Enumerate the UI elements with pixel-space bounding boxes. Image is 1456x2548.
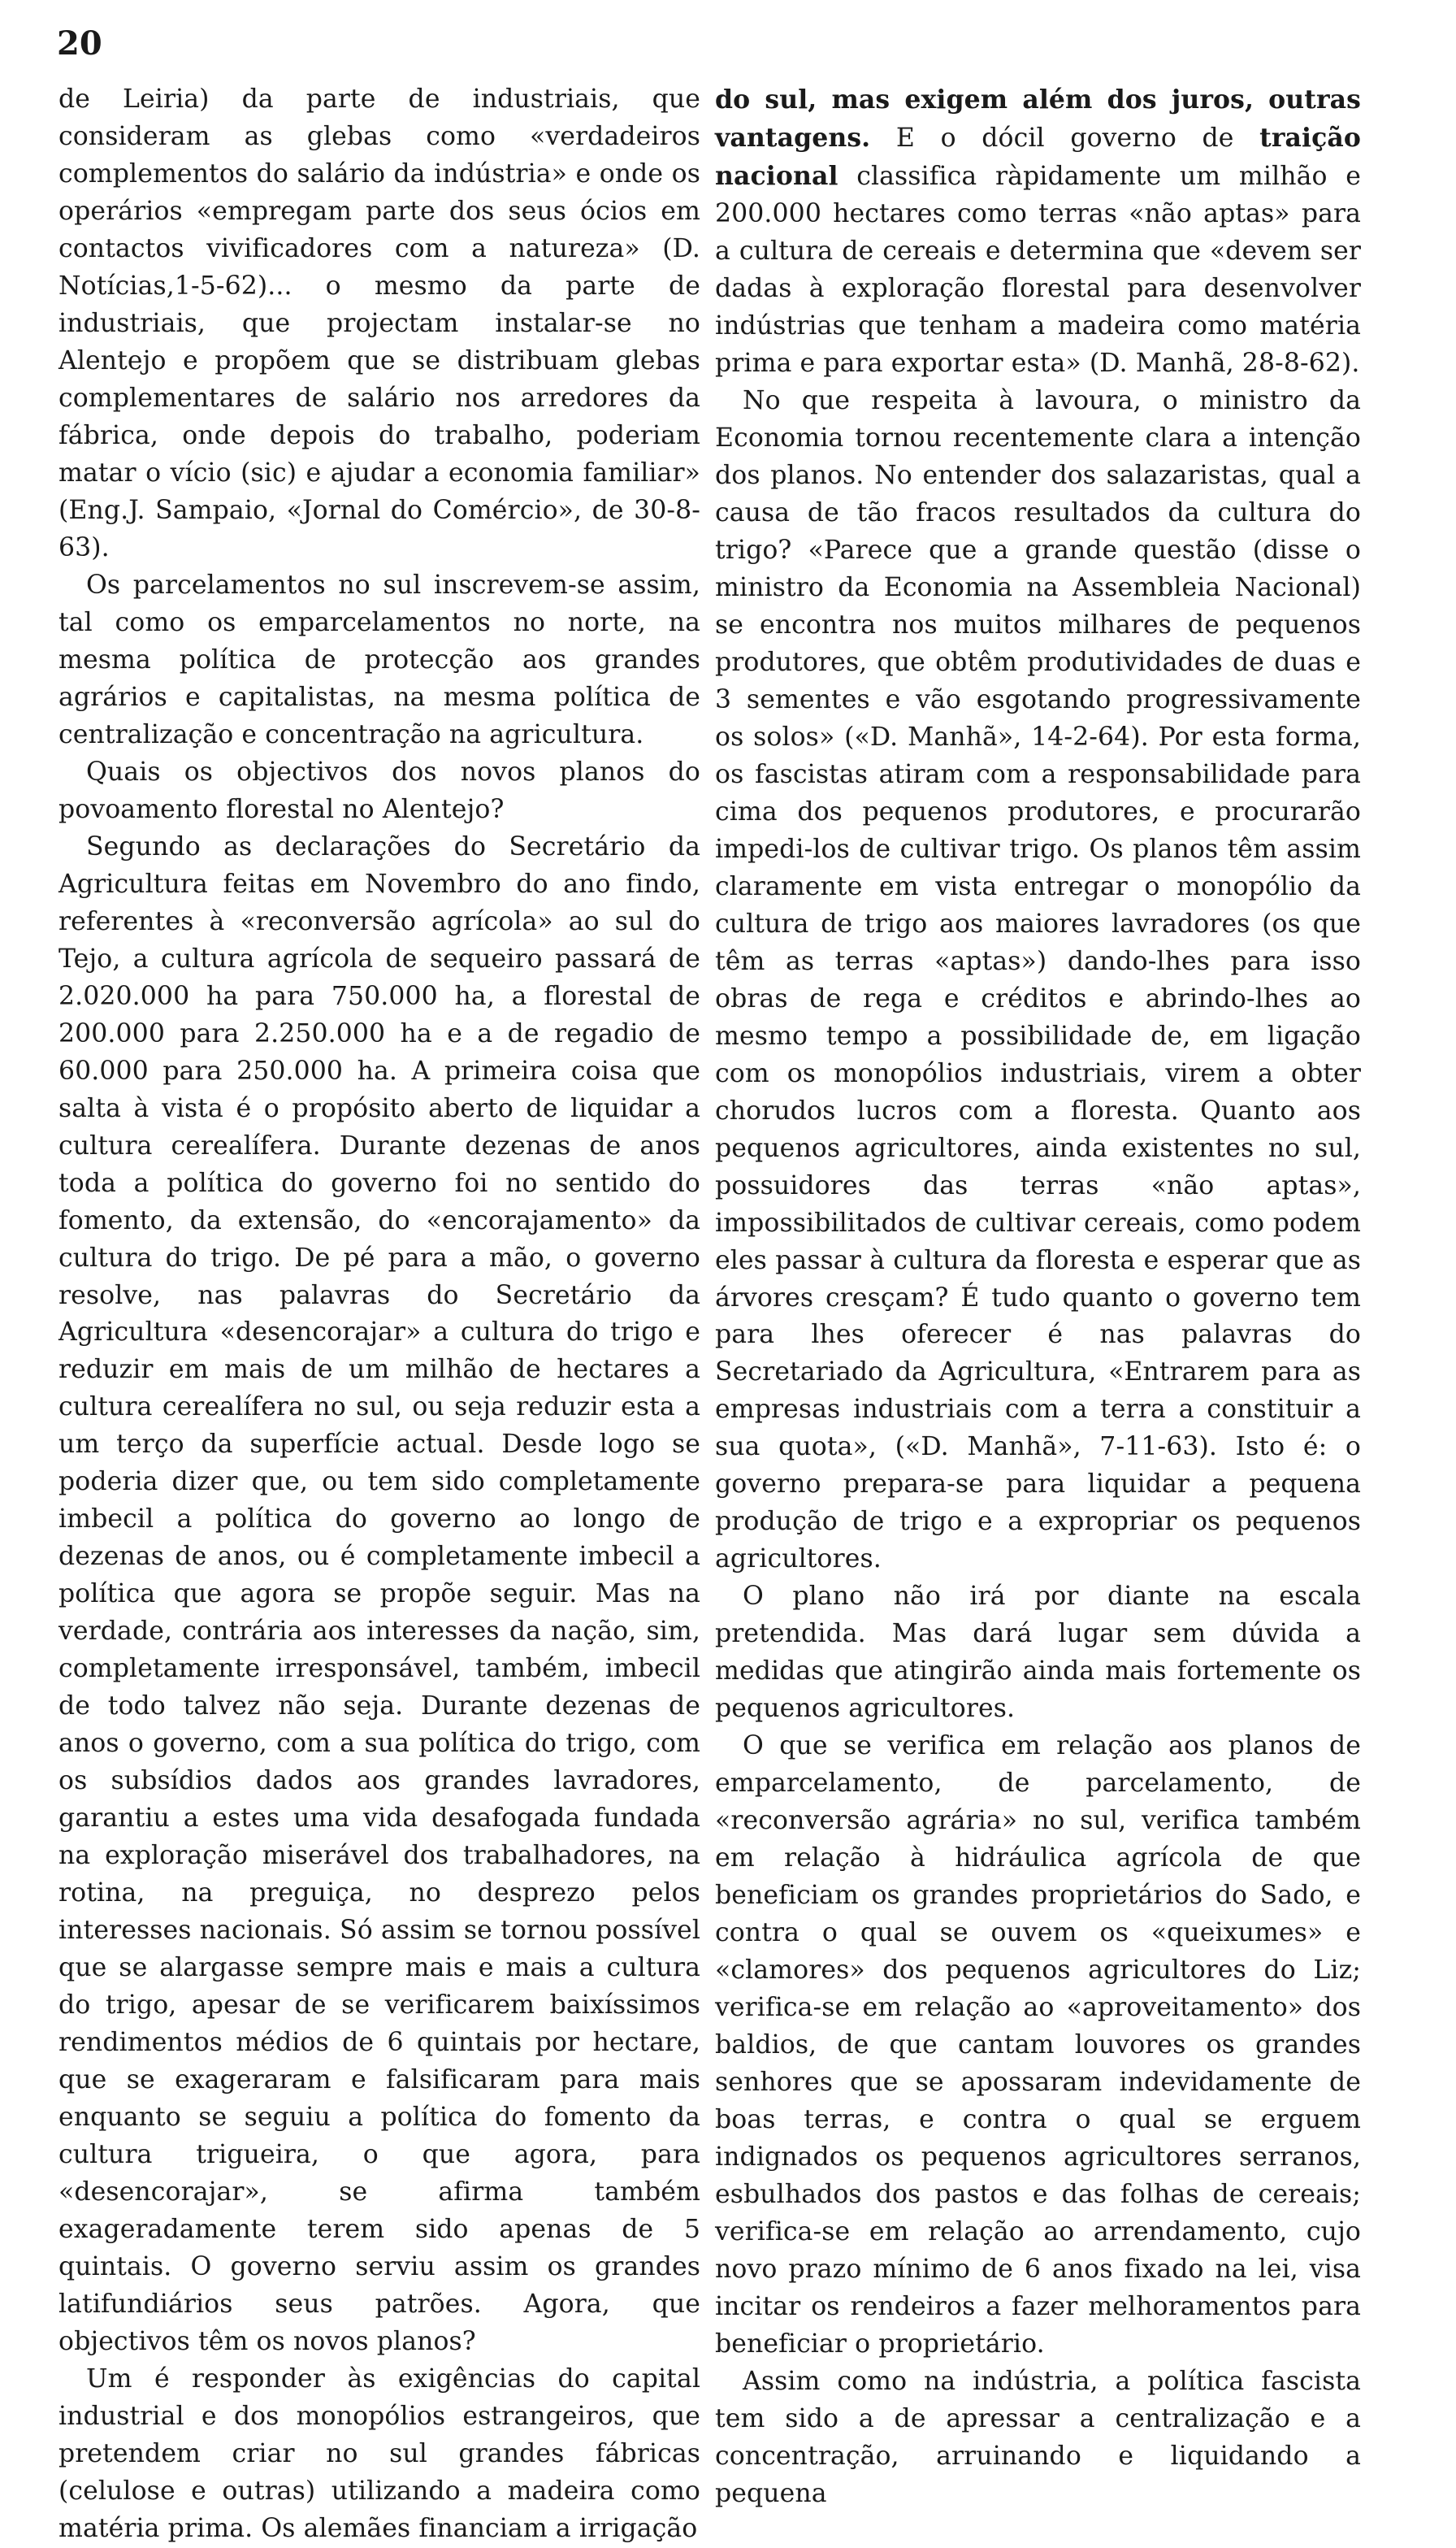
- paragraph: No que respeita à lavoura, o ministro da Economia tornou recentemente clara a intenção dos planos. No entender dos salazaristas, qual a causa de tão fracos resultados da cultura do trigo? «Parece que a grande questão (disse o ministro da Economia na Assembleia Nacional) se encontra nos muitos milhares de pequenos produtores, que obtêm produtividades de duas e 3 sementes e vão esgotando progressivamente os solos» («D. Manhã», 14-2-64). Por esta forma, os fascistas atiram com a responsabilidade para cima dos pequenos produtores, e procurarão impedi-los de cultivar trigo. Os planos têm assim claramente em vista entregar o monopólio da cultura de trigo aos maiores lavradores (os que têm as terras «aptas») dando-lhes para isso obras de rega e créditos e abrindo-lhes ao mesmo tempo a possibilidade de, em ligação com os monopólios industriais, virem a obter chorudos lucros com a floresta. Quanto aos pequenos agricultores, ainda existentes no sul, possuidores das terras «não aptas», impossibilitados de cultivar cereais, como podem eles passar à cultura da floresta e esperar que as árvores cresçam? É tudo quanto o governo tem para lhes oferecer é nas palavras do Secretariado da Agricultura, «Entrarem para as empresas industriais com a terra a constituir a sua quota», («D. Manhã», 7-11-63). Isto é: o governo prepara-se para liquidar a pequena produção de trigo e a expropriar os pequenos agricultores.: [715, 385, 1361, 1574]
- paragraph: Os parcelamentos no sul inscrevem-se assim, tal como os emparcelamentos no norte, na mesma política de protecção aos grandes agrários e capitalistas, na mesma política de centralização e concentração na agricultura.: [58, 570, 700, 749]
- bold-text: do sul, mas exigem além dos juros, outras vantagens.: [715, 85, 1361, 153]
- paragraph: [715, 81, 1361, 383]
- page-number: 20: [57, 24, 102, 63]
- paragraph: Assim como na indústria, a política fascista tem sido a de apressar a centralização e a concentração, arruinando e liquidando a pequena: [715, 2367, 1361, 2508]
- right-column: [715, 81, 1361, 2513]
- paragraph: O plano não irá por diante na escala pretendida. Mas dará lugar sem dúvida a medidas que atingirão ainda mais fortemente os pequenos agricultores.: [715, 1582, 1361, 1724]
- left-column: [58, 81, 700, 2548]
- paragraph: Um é responder às exigências do capital industrial e dos monopólios estrangeiros, que pretendem criar no sul grandes fábricas (celulose e outras) utilizando a madeira como matéria prima. Os alemães financiam a irrigação: [58, 2364, 700, 2543]
- paragraph: de Leiria) da parte de industriais, que consideram as glebas como «verdadeiros complementos do salário da indústria» e onde os operários «empregam parte dos seus ócios em contactos vivificadores com a natureza» (D. Notícias,1-5-62)... o mesmo da parte de industriais, que projectam instalar-se no Alentejo e propõem que se distribuam glebas complementares de salário nos arredores da fábrica, onde depois do trabalho, poderiam matar o vício (sic) e ajudar a economia familiar» (Eng.J. Sampaio, «Jornal do Comércio», de 30-8-63).: [58, 85, 700, 562]
- paragraph: Segundo as declarações do Secretário da Agricultura feitas em Novembro do ano findo, referentes à «reconversão agrícola» ao sul do Tejo, a cultura agrícola de sequeiro passará de 2.020.000 ha para 750.000 ha, a florestal de 200.000 para 2.250.000 ha e a de regadio de 60.000 para 250.000 ha. A primeira coisa que salta à vista é o propósito aberto de liquidar a cultura cerealífera. Durante dezenas de anos toda a política do governo foi no sentido do fomento, da extensão, do «encorajamento» da cultura do trigo. De pé para a mão, o governo resolve, nas palavras do Secretário da Agricultura «desencorajar» a cultura do trigo e reduzir em mais de um milhão de hectares a cultura cerealífera no sul, ou seja reduzir esta a um terço da superfície actual. Desde logo se poderia dizer que, ou tem sido completamente imbecil a política do governo ao longo de dezenas de anos, ou é completamente imbecil a política que agora se propõe seguir. Mas na verdade, contrária aos interesses da nação, sim, completamente irresponsável, também, imbecil de todo talvez não seja. Durante dezenas de anos o governo, com a sua política do trigo, com os subsídios dados aos grandes lavradores, garantiu a estes uma vida desafogada fundada na exploração miserável dos trabalhadores, na rotina, na preguiça, no desprezo pelos interesses nacionais. Só assim se tornou possível que se alargasse sempre mais e mais a cultura do trigo, apesar de se verificarem baixíssimos rendimentos médios de 6 quintais por hectare, que se exageraram e falsificaram para mais enquanto se seguiu a política do fomento da cultura trigueira, o que agora, para «desencorajar», se afirma também exageradamente terem sido apenas de 5 quintais. O governo serviu assim os grandes latifundiários seus patrões. Agora, que objectivos têm os novos planos?: [58, 831, 700, 2357]
- bold-text: traição nacional: [715, 122, 1361, 191]
- paragraph: Quais os objectivos dos novos planos do povoamento florestal no Alentejo?: [58, 757, 700, 824]
- paragraph: O que se verifica em relação aos planos de emparcelamento, de parcelamento, de «reconversão agrária» no sul, verifica também em relação à hidráulica agrícola de que beneficiam os grandes proprietários do Sado, e contra o qual se ouvem os «queixumes» e «clamores» dos pequenos agricultores do Liz; verifica-se em relação ao «aproveitamento» dos baldios, de que cantam louvores os grandes senhores que se apossaram indevidamente de boas terras, e contra o qual se erguem indignados os pequenos agricultores serranos, esbulhados dos pastos e das folhas de cereais; verifica-se em relação ao arrendamento, cujo novo prazo mínimo de 6 anos fixado na lei, visa incitar os rendeiros a fazer melhoramentos para beneficiar o proprietário.: [715, 1731, 1361, 2359]
- inline-text: classifica ràpidamente um milhão e 200.000 hectares como terras «não aptas» para a cultura de cereais e determina que «devem ser dadas à exploração florestal para desenvolver indústrias que tenham a madeira como matéria prima e para exportar esta» (D. Manhã, 28-8-62).: [715, 161, 1361, 378]
- inline-text: E o dócil governo de: [870, 123, 1260, 153]
